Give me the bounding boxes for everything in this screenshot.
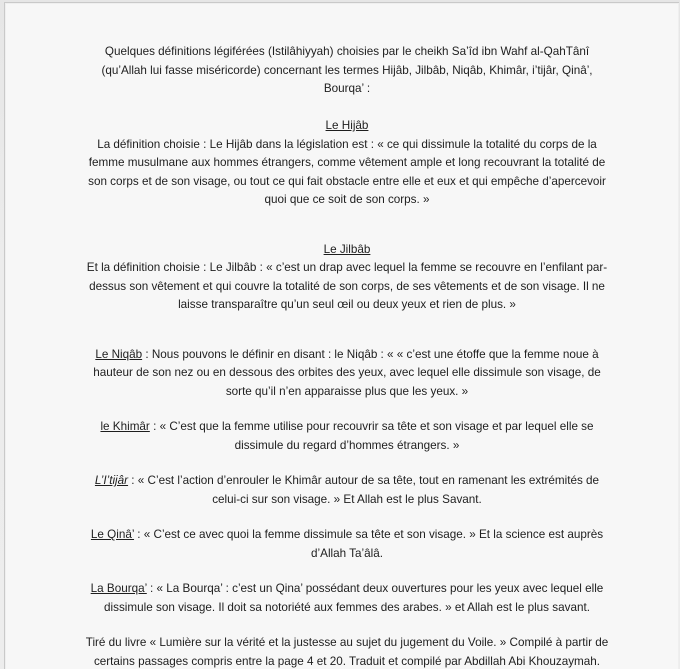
- spacer: [84, 210, 610, 241]
- qina-label: Le Qinâ’: [90, 528, 135, 541]
- bourqa-label: La Bourqa’: [90, 582, 147, 595]
- itijar-label: L’I’tijâr: [94, 474, 129, 487]
- niqab-section: [84, 346, 610, 402]
- qina-section: [84, 526, 610, 563]
- source-paragraph: Tiré du livre « Lumière sur la vérité et la justesse au sujet du jugement du Voile. » Compilé à partir de certains passages compris entre la page 4 et 20. Traduit et compilé par Abdillah Abi Khouzaymah.: [85, 636, 609, 668]
- hijab-section: [84, 117, 610, 210]
- itijar-text: : « C’est l’action d’enrouler le Khimâr autour de sa tête, tout en ramenant les extrémités de celui-ci sur son visage. » Et Allah est le plus Savant.: [128, 474, 600, 506]
- spacer: [84, 401, 610, 418]
- bourqa-text: : « La Bourqa’ : c’est un Qina’ possédant deux ouvertures pour les yeux avec lequel elle dissimule son visage. Il doit sa notoriété aux femmes des arabes. » et Allah est le plus savant.: [104, 582, 604, 614]
- spacer: [84, 509, 610, 526]
- spacer: [84, 315, 610, 346]
- khimar-label: le Khimâr: [100, 420, 150, 433]
- document-body: [84, 43, 610, 669]
- spacer: [84, 617, 610, 634]
- qina-text: : « C’est ce avec quoi la femme dissimule sa tête et son visage. » Et la science est auprès d’Allah Ta’âlâ.: [134, 528, 604, 560]
- niqab-label: Le Niqâb: [95, 347, 143, 361]
- spacer: [84, 563, 610, 580]
- jilbab-text: Et la définition choisie : Le Jilbâb : « c’est un drap avec lequel la femme se recouvre en l’enfilant par-dessus son vêtement et qui couvre la totalité de son corps, de ses vêtements et de son visage. Il ne laisse transparaître qu’un seul œil ou deux yeux et rien de plus. »: [86, 261, 608, 311]
- itijar-section: [84, 472, 610, 509]
- intro-paragraph: Quelques définitions légiférées (Istilâhiyyah) choisies par le cheikh Sa’îd ibn Wahf al-QahTânî (qu’Allah lui fasse miséricorde) concernant les termes Hijâb, Jilbâb, Niqâb, Khimâr, i’tijâr, Qinâ’, Bourqa’ :: [101, 45, 593, 95]
- spacer: [84, 99, 610, 118]
- hijab-heading: Le Hijâb: [325, 119, 369, 132]
- khimar-section: [84, 418, 610, 455]
- jilbab-heading: Le Jilbâb: [323, 242, 371, 256]
- hijab-text: La définition choisie : Le Hijâb dans la législation est : « ce qui dissimule la totalité du corps de la femme musulmane aux hommes étrangers, comme vêtement ample et long recouvrant la totalité de son corps et de son visage, ou tout ce qui fait obstacle entre elle et eux et qui empêche d’apercevoir quoi que ce soit de son corps. »: [88, 137, 606, 206]
- document-page: [4, 2, 679, 669]
- spacer: [84, 455, 610, 472]
- bourqa-section: [84, 580, 610, 617]
- khimar-text: : « C’est que la femme utilise pour recouvrir sa tête et son visage et par lequel elle se dissimule du regard d’hommes étrangers. »: [149, 420, 594, 452]
- niqab-text: : Nous pouvons le définir en disant : le Niqâb : « « c’est une étoffe que la femme noue à hauteur de son nez ou en dessous des orbites des yeux, avec lequel elle dissimule son visage, de sorte qu’il n’en apparaisse plus que les yeux. »: [93, 347, 601, 398]
- jilbab-section: [84, 241, 610, 315]
